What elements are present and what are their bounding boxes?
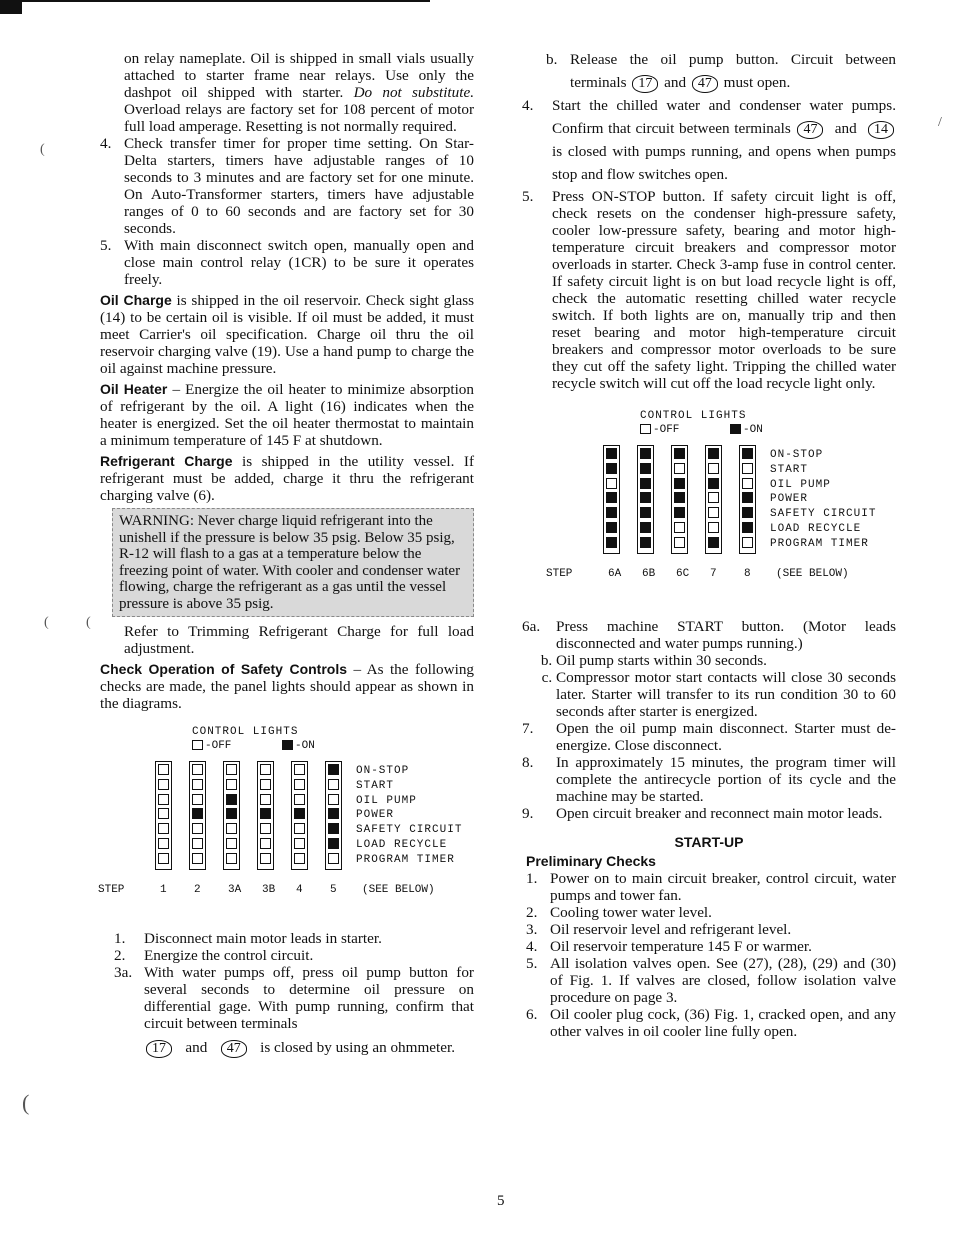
margin-mark: (: [22, 1090, 30, 1115]
step-label: 6B: [642, 567, 656, 580]
terminal-17-symbol: 17: [146, 1040, 172, 1058]
step-label: 3B: [262, 883, 276, 896]
preliminary-checks-heading: Preliminary Checks: [526, 853, 656, 869]
lamp-row-label: LOAD RECYCLE: [356, 839, 448, 851]
control-lights-diagram-2: [546, 408, 896, 598]
lamp-off: [158, 794, 169, 805]
lamp-off: [328, 853, 339, 864]
lamp-off: [192, 838, 203, 849]
legend-on: -ON: [282, 738, 315, 755]
list-item: 3. Oil reservoir level and refrigerant level.: [526, 921, 792, 938]
lamp-row-label: ON-STOP: [770, 449, 824, 461]
step-label: (SEE BELOW): [776, 567, 849, 580]
lamp-on: [742, 492, 753, 503]
list-item: 4. Oil reservoir temperature 145 F or warmer.: [526, 938, 812, 955]
oil-heater-paragraph: Oil Heater – Energize the oil heater to minimize absorption of refrigerant by the oil. A light (16) indicates when the heater is energized. Set the oil heater thermostat to maintain a minimum temperature of 145 F at shutdown.: [100, 381, 474, 449]
lamp-on: [294, 808, 305, 819]
lamp-on: [328, 838, 339, 849]
lamp-on: [742, 507, 753, 518]
lamp-on: [640, 463, 651, 474]
terminal-47-symbol: 47: [692, 75, 718, 93]
list-item: 8. In approximately 15 minutes, the program timer will complete the antirecycle portion of its cycle and the machine may be started.: [522, 754, 896, 805]
step-label: 2: [194, 883, 201, 896]
list-item: 6. Oil cooler plug cock, (36) Fig. 1, cracked open, and any other valves in oil cooler line fully open.: [526, 1006, 896, 1040]
list-item: 1. Disconnect main motor leads in starter.: [114, 930, 382, 947]
list-item: c. Compressor motor start contacts will close 30 seconds later. Starter will transfer to its run condition 30 to 60 seconds after starter is energized.: [541, 669, 896, 720]
lamp-on: [192, 808, 203, 819]
lamp-on: [674, 448, 685, 459]
lamp-on: [226, 808, 237, 819]
lamp-on: [708, 537, 719, 548]
lamp-off: [192, 823, 203, 834]
list-item: 2. Energize the control circuit.: [114, 947, 314, 964]
lamp-on: [606, 448, 617, 459]
control-lights-diagram-1: [98, 724, 474, 914]
list-item: 5. Press ON-STOP button. If safety circuit light is off, check resets on the condenser high-pressure safety, cooler low-pressure safety, bearing and motor high-temperature circuit breakers and compressor motor overloads in starter. Check 3-amp fuse in control center. If safety circuit light is on but load recycle light is off, check the automatic resetting chilled water recycle switch. If both lights are on, manually trip and then reset bearing and motor high-temperature circuit breakers and compressor motor overloads to be sure they cut off the safety light. Tripping the chilled water recycle switch will cut off the load recycle light only.: [522, 188, 896, 392]
oil-charge-paragraph: Oil Charge is shipped in the oil reservoir. Check sight glass (14) to be certain oil is visible. If oil must be added, it must meet Carrier's oil specification. Charge oil thru the oil reservoir charging valve (19). Use a hand pump to charge the oil against machine pressure.: [100, 292, 475, 377]
list-item: 9. Open circuit breaker and reconnect main motor leads.: [522, 805, 883, 822]
step-label: 6C: [676, 567, 690, 580]
lamp-on: [328, 764, 339, 775]
lamp-off: [708, 463, 719, 474]
list-item: 7. Open the oil pump main disconnect. Starter must de-energize. Close disconnect.: [522, 720, 896, 754]
lamp-off: [294, 794, 305, 805]
top-rule: [0, 0, 430, 2]
off-square-icon: [640, 424, 651, 434]
terminal-14-symbol: 14: [868, 121, 894, 139]
legend-on: -ON: [730, 422, 763, 439]
lamp-off: [328, 779, 339, 790]
lamp-row-label: PROGRAM TIMER: [770, 537, 869, 550]
lamp-off: [260, 794, 271, 805]
lamp-off: [260, 853, 271, 864]
left-column: [100, 50, 474, 1059]
list-item: 5. With main disconnect switch open, manually open and close main control relay (1CR) to be sure it operates freely.: [100, 237, 474, 288]
refer-paragraph: Refer to Trimming Refrigerant Charge for full load adjustment.: [124, 623, 474, 657]
lamp-on: [742, 448, 753, 459]
step-label: 3A: [228, 883, 242, 896]
step-label: 4: [296, 883, 303, 896]
control-lights-title: CONTROL LIGHTS: [640, 410, 747, 422]
step-heading: STEP: [98, 883, 125, 896]
lamp-row-label: SAFETY CIRCUIT: [356, 824, 463, 837]
lamp-on: [674, 492, 685, 503]
lamp-on: [742, 522, 753, 533]
lamp-off: [158, 779, 169, 790]
margin-mark: (: [86, 615, 91, 630]
list-item: 4. Check transfer timer for proper time setting. On Star-Delta starters, timers have adjustable ranges of 10 seconds to 3 minutes and are factory set for one minute. On Auto-Transformer starters, timers have adjustable ranges of 0 to 60 seconds and are factory set for 30 seconds.: [100, 135, 474, 237]
step-label: 8: [744, 567, 751, 580]
intro-paragraph: on relay nameplate. Oil is shipped in small vials usually attached to starter frame near relays. Use only the dashpot oil shipped with starter. Do not substitute. Overload relays are factory set for 108 percent of motor full load amperage. Resetting is not normally required.: [124, 50, 474, 135]
lamp-on: [640, 507, 651, 518]
lamp-off: [158, 764, 169, 775]
lamp-on: [674, 478, 685, 489]
lamp-row-label: OIL PUMP: [356, 794, 417, 807]
refrigerant-charge-paragraph: Refrigerant Charge is shipped in the utility vessel. If refrigerant must be added, charge it thru the refrigerant charging valve (6).: [100, 453, 474, 504]
lamp-off: [226, 838, 237, 849]
lamp-off: [226, 823, 237, 834]
lamp-row-label: PROGRAM TIMER: [356, 853, 455, 866]
control-lights-title: CONTROL LIGHTS: [192, 726, 299, 738]
list-item: b. Oil pump starts within 30 seconds.: [540, 652, 767, 669]
lamp-on: [328, 808, 339, 819]
terminal-17-symbol: 17: [632, 75, 658, 93]
lamp-off: [192, 779, 203, 790]
lamp-row-label: LOAD RECYCLE: [770, 523, 862, 535]
lamp-off: [294, 823, 305, 834]
lamp-row-label: SAFETY CIRCUIT: [770, 508, 877, 521]
lamp-off: [158, 838, 169, 849]
lamp-off: [192, 853, 203, 864]
lamp-row-label: POWER: [770, 493, 809, 506]
corner-block: [0, 0, 22, 14]
on-square-icon: [730, 424, 741, 434]
list-item: 3a. With water pumps off, press oil pump button for several seconds to determine oil pressure on differential gage. With pump running, confirm that circuit between terminals 17 and 47 is closed by using an ohmmeter.: [114, 964, 474, 1056]
lamp-off: [226, 764, 237, 775]
lamp-off: [742, 463, 753, 474]
lamp-on: [226, 794, 237, 805]
list-item: 1. Power on to main circuit breaker, control circuit, water pumps and tower fan.: [526, 870, 896, 904]
margin-mark: (: [44, 615, 49, 630]
preliminary-checks-list: [526, 870, 896, 1040]
lamp-on: [606, 492, 617, 503]
lamp-off: [674, 463, 685, 474]
lamp-on: [640, 537, 651, 548]
margin-mark: /: [938, 115, 942, 130]
margin-mark: (: [40, 142, 45, 157]
page-number: 5: [497, 1193, 505, 1209]
legend-off: -OFF: [192, 738, 231, 755]
lamp-off: [294, 838, 305, 849]
lamp-off: [294, 779, 305, 790]
lamp-on: [606, 507, 617, 518]
lamp-off: [260, 823, 271, 834]
lamp-off: [708, 522, 719, 533]
check-safety-paragraph: Check Operation of Safety Controls – As the following checks are made, the panel lights should appear as shown in the diagrams.: [100, 661, 475, 712]
terminal-47-symbol: 47: [797, 121, 823, 139]
list-item: 2. Cooling tower water level.: [526, 904, 712, 921]
lamp-off: [606, 478, 617, 489]
on-square-icon: [282, 740, 293, 750]
terminal-47-symbol: 47: [221, 1040, 247, 1058]
lamp-off: [226, 779, 237, 790]
refrigerant-charge-heading: Refrigerant Charge: [100, 453, 233, 469]
oil-heater-heading: Oil Heater: [100, 381, 168, 397]
lamp-on: [640, 522, 651, 533]
step-label: 6A: [608, 567, 622, 580]
lamp-off: [260, 764, 271, 775]
legend-off: -OFF: [640, 422, 679, 439]
lamp-row-label: START: [770, 463, 809, 476]
lamp-on: [328, 823, 339, 834]
lamp-on: [640, 492, 651, 503]
list-item: 5. All isolation valves open. See (27), (28), (29) and (30) of Fig. 1. If valves are closed, follow isolation valve procedure on page 3.: [526, 955, 896, 1006]
lamp-on: [708, 448, 719, 459]
lamp-off: [328, 794, 339, 805]
lamp-off: [158, 853, 169, 864]
lamp-on: [674, 507, 685, 518]
lamp-on: [606, 463, 617, 474]
list-item: b. Release the oil pump button. Circuit between terminals 17 and 47 must open.: [546, 51, 896, 91]
lamp-on: [606, 522, 617, 533]
step-label: 7: [710, 567, 717, 580]
lamp-off: [192, 764, 203, 775]
step-label: 1: [160, 883, 167, 896]
lamp-off: [674, 537, 685, 548]
off-square-icon: [192, 740, 203, 750]
step-label: 5: [330, 883, 337, 896]
list-item: 4. Start the chilled water and condenser water pumps. Confirm that circuit between terminals 47 and 14 is closed with pumps running, and opens when pumps stop and flow switches open.: [522, 97, 896, 183]
lamp-off: [742, 478, 753, 489]
lamp-off: [158, 808, 169, 819]
lamp-on: [640, 478, 651, 489]
lamp-row-label: START: [356, 779, 395, 792]
step-heading: STEP: [546, 567, 573, 580]
lamp-off: [226, 853, 237, 864]
lamp-on: [260, 808, 271, 819]
lamp-on: [708, 478, 719, 489]
lamp-off: [742, 537, 753, 548]
lamp-row-label: OIL PUMP: [770, 478, 831, 491]
lamp-off: [294, 764, 305, 775]
lamp-row-label: POWER: [356, 809, 395, 822]
lamp-off: [674, 522, 685, 533]
right-column: [522, 48, 896, 1040]
lamp-off: [708, 507, 719, 518]
lamp-on: [606, 537, 617, 548]
lamp-off: [708, 492, 719, 503]
lamp-off: [260, 838, 271, 849]
lamp-off: [158, 823, 169, 834]
lamp-row-label: ON-STOP: [356, 765, 410, 777]
oil-charge-heading: Oil Charge: [100, 292, 172, 308]
step-label: (SEE BELOW): [362, 883, 435, 896]
warning-box: WARNING: Never charge liquid refrigerant into the unishell if the pressure is below 35 psig. Below 35 psig, R-12 will flash to a gas at a temperature below the freezing point of water. With cooler and condenser water flowing, charge the refrigerant as a gas until the vessel pressure is above 35 psig.: [112, 508, 474, 617]
check-safety-heading: Check Operation of Safety Controls: [100, 661, 348, 677]
lamp-off: [192, 794, 203, 805]
list-item: 6a. Press machine START button. (Motor leads disconnected and water pumps running.): [522, 618, 896, 652]
lamp-on: [640, 448, 651, 459]
lamp-off: [294, 853, 305, 864]
start-up-heading: START-UP: [674, 834, 744, 850]
lamp-off: [260, 779, 271, 790]
